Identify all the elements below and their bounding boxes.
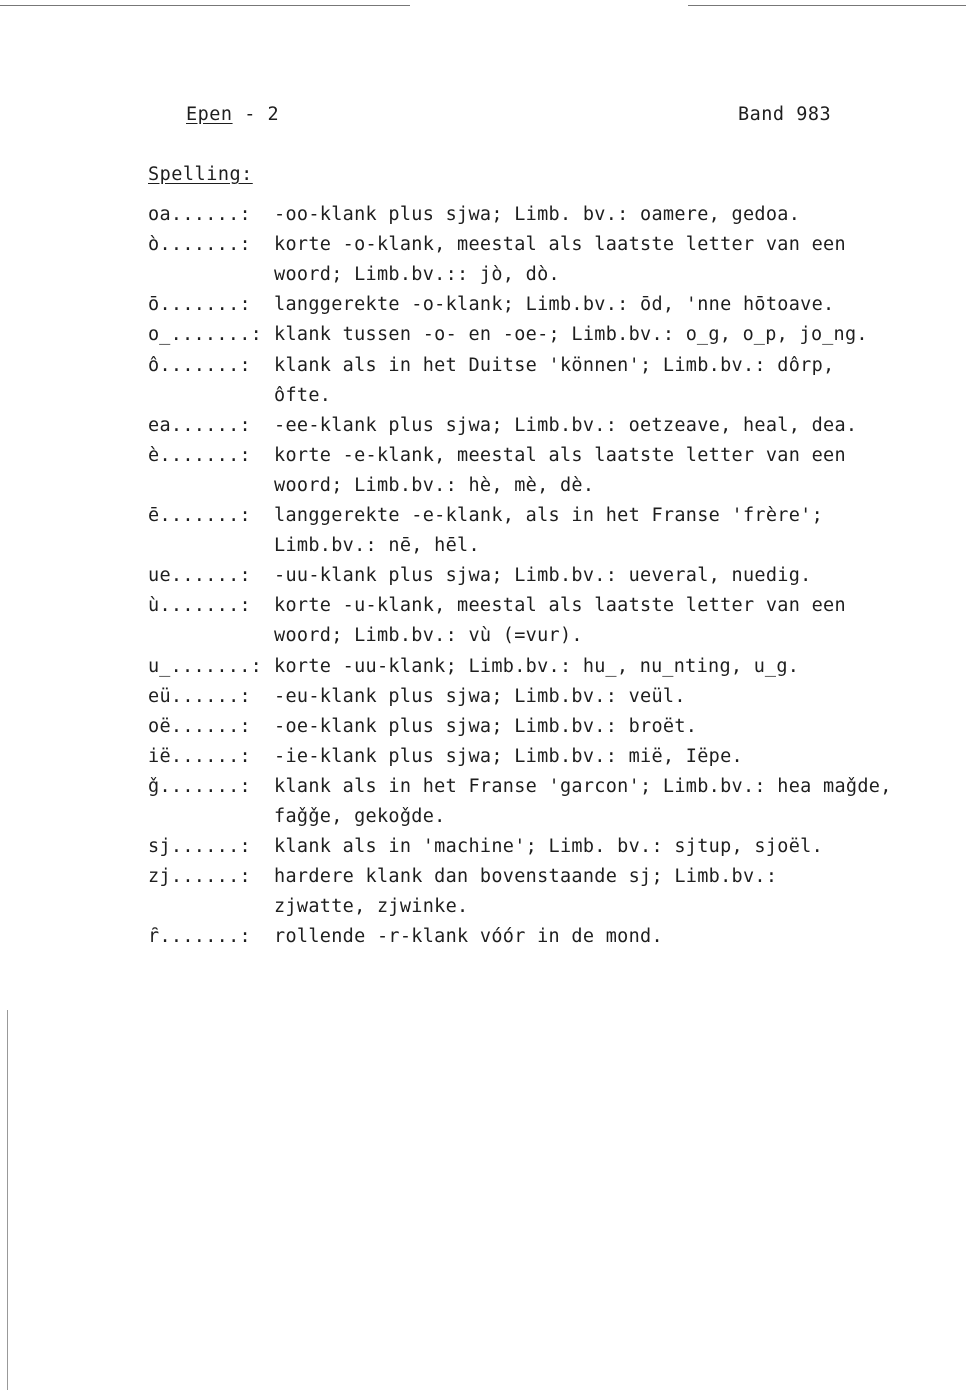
spelling-entry-line [148, 896, 946, 926]
spelling-description: korte -o-klank, meestal als laatste letter van een [274, 234, 846, 256]
spelling-entry-line [148, 926, 946, 956]
spelling-description: -ie-klank plus sjwa; Limb.bv.: mië, Iëpe. [274, 745, 743, 767]
spelling-key: oa......: [148, 204, 251, 225]
spelling-key: sj......: [148, 836, 251, 858]
spelling-description: korte -e-klank, meestal als laatste letter van een [274, 444, 846, 466]
spelling-description: korte -u-klank, meestal als laatste letter van een [274, 595, 846, 617]
spelling-entry-line [148, 716, 946, 746]
page-number: - 2 [232, 104, 280, 125]
spelling-key: ô.......: [148, 354, 251, 376]
spelling-key: zj......: [148, 866, 251, 888]
spelling-description: Limb.bv.: nē, hēl. [274, 535, 480, 557]
section-title: Spelling: [148, 164, 253, 185]
spelling-key: ȓ.......: [148, 926, 251, 948]
spelling-key: ea......: [148, 414, 251, 436]
spelling-entry-line [148, 385, 946, 415]
spelling-entry-line [148, 204, 946, 234]
spelling-entry-line [148, 836, 946, 866]
spelling-description: faǧǧe, gekoǧde. [274, 806, 446, 827]
spelling-entry-line [148, 595, 946, 625]
spelling-entry-line [148, 264, 946, 294]
spelling-description: -uu-klank plus sjwa; Limb.bv.: ueveral, nuedig. [274, 565, 812, 587]
spelling-key: ue......: [148, 565, 251, 587]
spelling-description: -ee-klank plus sjwa; Limb.bv.: oetzeave, heal, dea. [274, 414, 858, 436]
spelling-description: -oo-klank plus sjwa; Limb. bv.: oamere, gedoa. [274, 204, 801, 225]
spelling-description: langgerekte -e-klank, als in het Franse 'frère'; [274, 505, 824, 526]
spelling-entry-line [148, 565, 946, 595]
spelling-entry-line [148, 625, 946, 655]
spelling-description: ôfte. [274, 384, 332, 406]
spelling-description: langgerekte -o-klank; Limb.bv.: ōd, 'nne hōtoave. [274, 294, 835, 316]
spelling-entry-line [148, 294, 946, 324]
margin-rule [7, 1010, 8, 1390]
spelling-entry-line [148, 656, 946, 686]
spelling-key: ò.......: [148, 234, 251, 256]
spelling-key: ù.......: [148, 595, 251, 617]
spelling-key: o̲.......: [148, 324, 263, 346]
spelling-key: eü......: [148, 685, 251, 707]
spelling-entry-line [148, 806, 946, 836]
page-header-right: Band 983 [738, 104, 832, 125]
spelling-key: ō.......: [148, 294, 251, 316]
spelling-description: zjwatte, zjwinke. [274, 896, 469, 918]
spelling-key: ē.......: [148, 505, 251, 526]
spelling-entry-line [148, 415, 946, 445]
top-rule-right [688, 5, 966, 6]
page-header-left [186, 104, 279, 125]
spelling-entry-line [148, 234, 946, 264]
spelling-description: klank tussen -o- en -oe-; Limb.bv.: o̲g, o̲p, jo̲ng. [274, 324, 868, 346]
spelling-entry-line [148, 866, 946, 896]
spelling-entry-line [148, 505, 946, 535]
spelling-description: woord; Limb.bv.: vù (=vur). [274, 625, 583, 647]
spelling-entry-line [148, 686, 946, 716]
spelling-entry-line [148, 355, 946, 385]
spelling-key: u̲.......: [148, 655, 263, 677]
top-rule-left [0, 5, 410, 6]
spelling-key: ǧ.......: [148, 775, 251, 797]
spelling-entry-line [148, 776, 946, 806]
spelling-description: korte -uu-klank; Limb.bv.: hu̲, nu̲nting, u̲g. [274, 655, 800, 677]
spelling-description: woord; Limb.bv.: hè, mè, dè. [274, 474, 595, 496]
spelling-entry-line [148, 324, 946, 354]
spelling-description: klank als in het Duitse 'können'; Limb.bv.: dôrp, [274, 354, 835, 376]
spelling-entry-line [148, 445, 946, 475]
spelling-description: rollende -r-klank vóór in de mond. [274, 926, 663, 948]
spelling-description: klank als in het Franse 'garcon'; Limb.bv.: hea maǧde, [274, 775, 892, 797]
spelling-entry-line [148, 535, 946, 565]
spelling-key: è.......: [148, 444, 251, 466]
spelling-key: ië......: [148, 745, 251, 767]
spelling-description: hardere klank dan bovenstaande sj; Limb.bv.: [274, 866, 778, 888]
place-name: Epen [186, 104, 233, 125]
spelling-description: woord; Limb.bv.:: jò, dò. [274, 264, 560, 286]
spelling-key: oë......: [148, 715, 251, 737]
spelling-description: -eu-klank plus sjwa; Limb.bv.: veül. [274, 685, 686, 707]
spelling-description: klank als in 'machine'; Limb. bv.: sjtup, sjoël. [274, 836, 824, 858]
spelling-entry-line [148, 475, 946, 505]
spelling-description: -oe-klank plus sjwa; Limb.bv.: broët. [274, 715, 698, 737]
spelling-entry-line [148, 746, 946, 776]
